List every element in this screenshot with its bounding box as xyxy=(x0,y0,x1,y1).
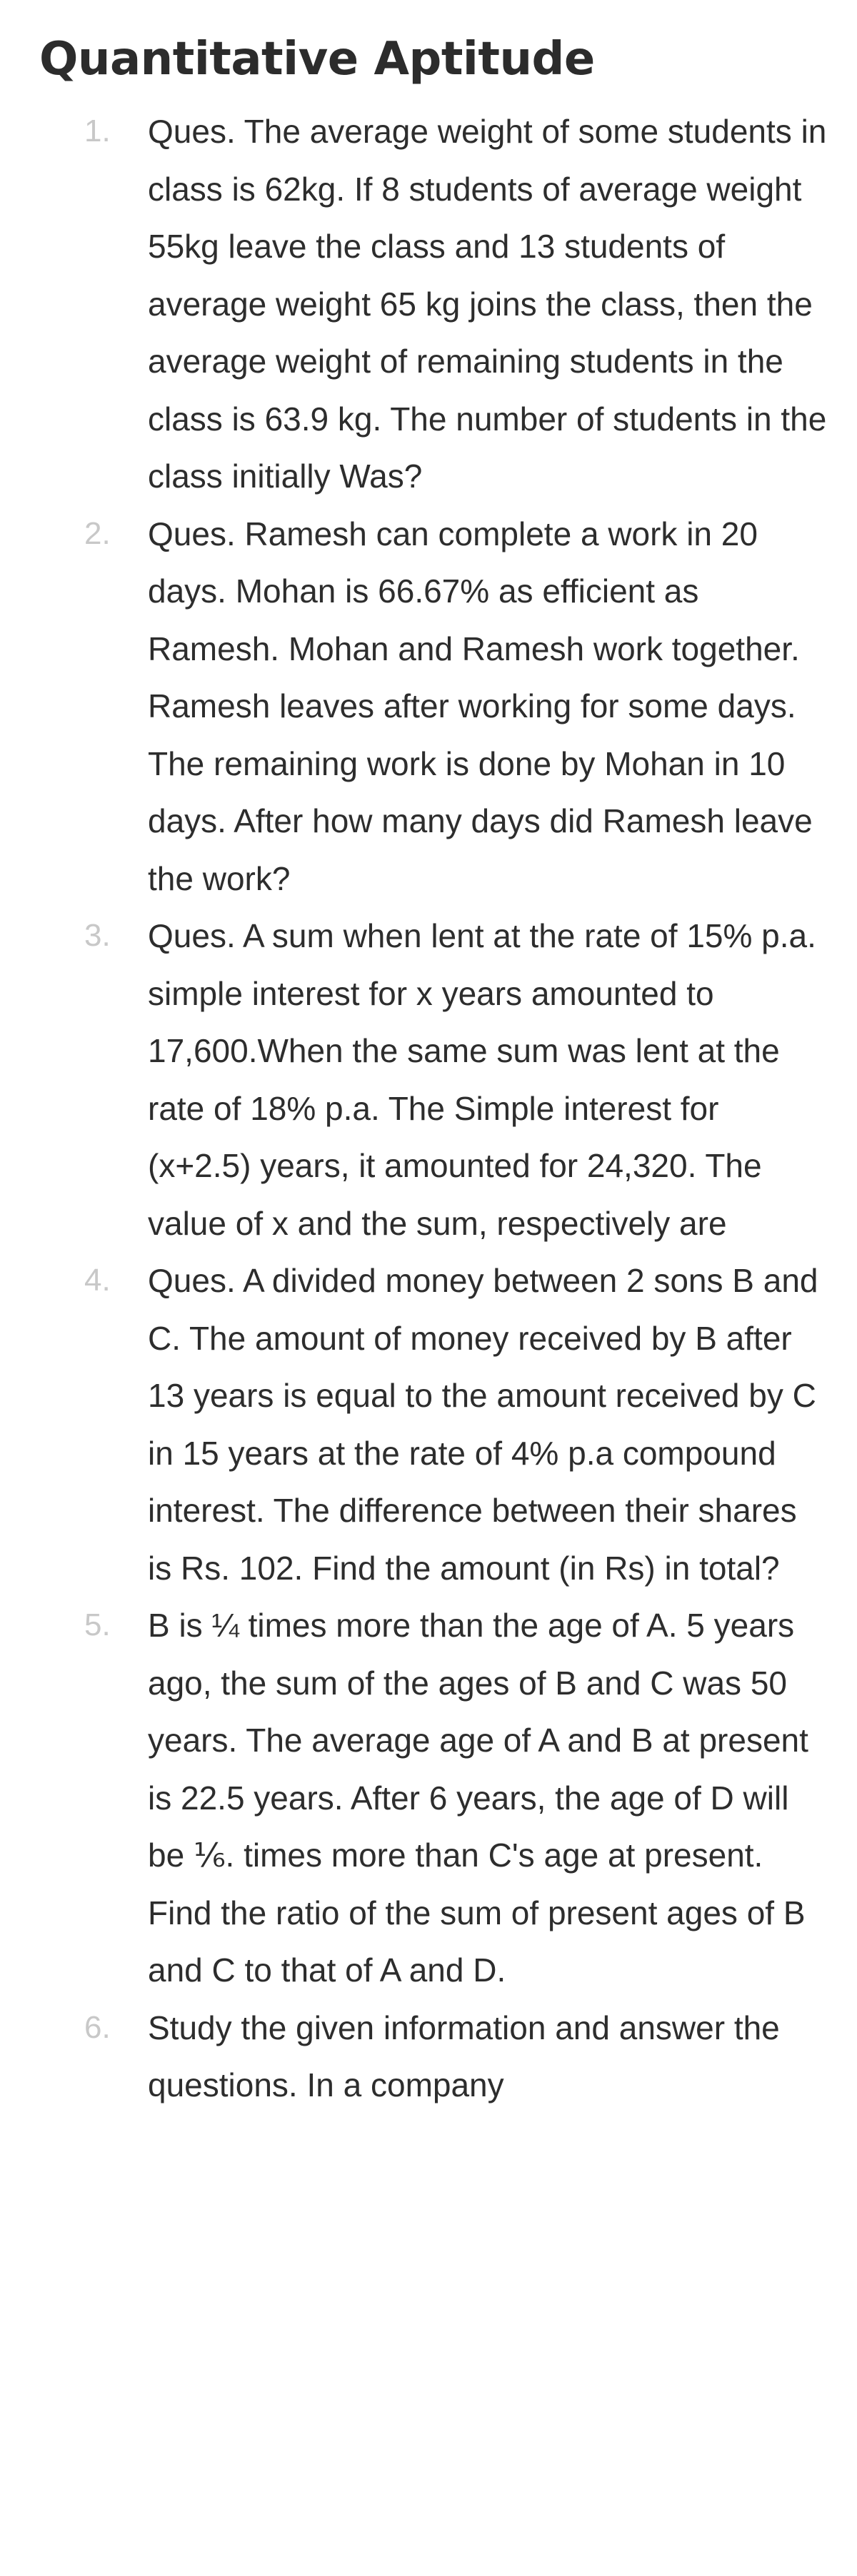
question-text: B is ¼ times more than the age of A. 5 years ago, the sum of the ages of B and C was 50 years. The average age of A and B at present is 22.5 years. After 6 years, the age of D will be ⅙. times more than C's age at present. Find the ratio of the sum of present ages of B and C to that of A and D. xyxy=(148,1607,808,1989)
question-number: 5. xyxy=(84,1607,111,1642)
question-item-3 xyxy=(39,907,828,1252)
question-number: 4. xyxy=(84,1263,111,1298)
question-number: 2. xyxy=(84,515,111,551)
question-text: Ques. A sum when lent at the rate of 15% p.a. simple interest for x years amounted to 17,600.When the same sum was lent at the rate of 18% p.a. The Simple interest for (x+2.5) years, it amounted for 24,320. The value of x and the sum, respectively are xyxy=(148,917,816,1242)
question-number: 3. xyxy=(84,918,111,953)
question-number: 1. xyxy=(84,113,111,148)
question-text: Ques. Ramesh can complete a work in 20 days. Mohan is 66.67% as efficient as Ramesh. Mohan and Ramesh work together. Ramesh leaves after working for some days. The remaining work is done by Mohan in 10 days. After how many days did Ramesh leave the work? xyxy=(148,515,813,897)
page-title: Quantitative Aptitude xyxy=(39,33,595,86)
question-text: Ques. A divided money between 2 sons B and C. The amount of money received by B after 13 years is equal to the amount received by C in 15 years at the rate of 4% p.a compound interest. The difference between their shares is Rs. 102. Find the amount (in Rs) in total? xyxy=(148,1262,818,1587)
question-item-4 xyxy=(39,1252,828,1597)
question-item-1 xyxy=(39,103,828,505)
question-number: 6. xyxy=(84,2009,111,2045)
question-list xyxy=(39,103,828,2114)
question-item-5 xyxy=(39,1597,828,1999)
question-text: Study the given information and answer the questions. In a company xyxy=(148,2009,780,2103)
question-text: Ques. The average weight of some students in class is 62kg. If 8 students of average weight 55kg leave the class and 13 students of average weight 65 kg joins the class, then the average weight of remaining students in the class is 63.9 kg. The number of students in the class initially Was? xyxy=(148,113,827,495)
question-item-6 xyxy=(39,1999,828,2114)
question-item-2 xyxy=(39,505,828,908)
